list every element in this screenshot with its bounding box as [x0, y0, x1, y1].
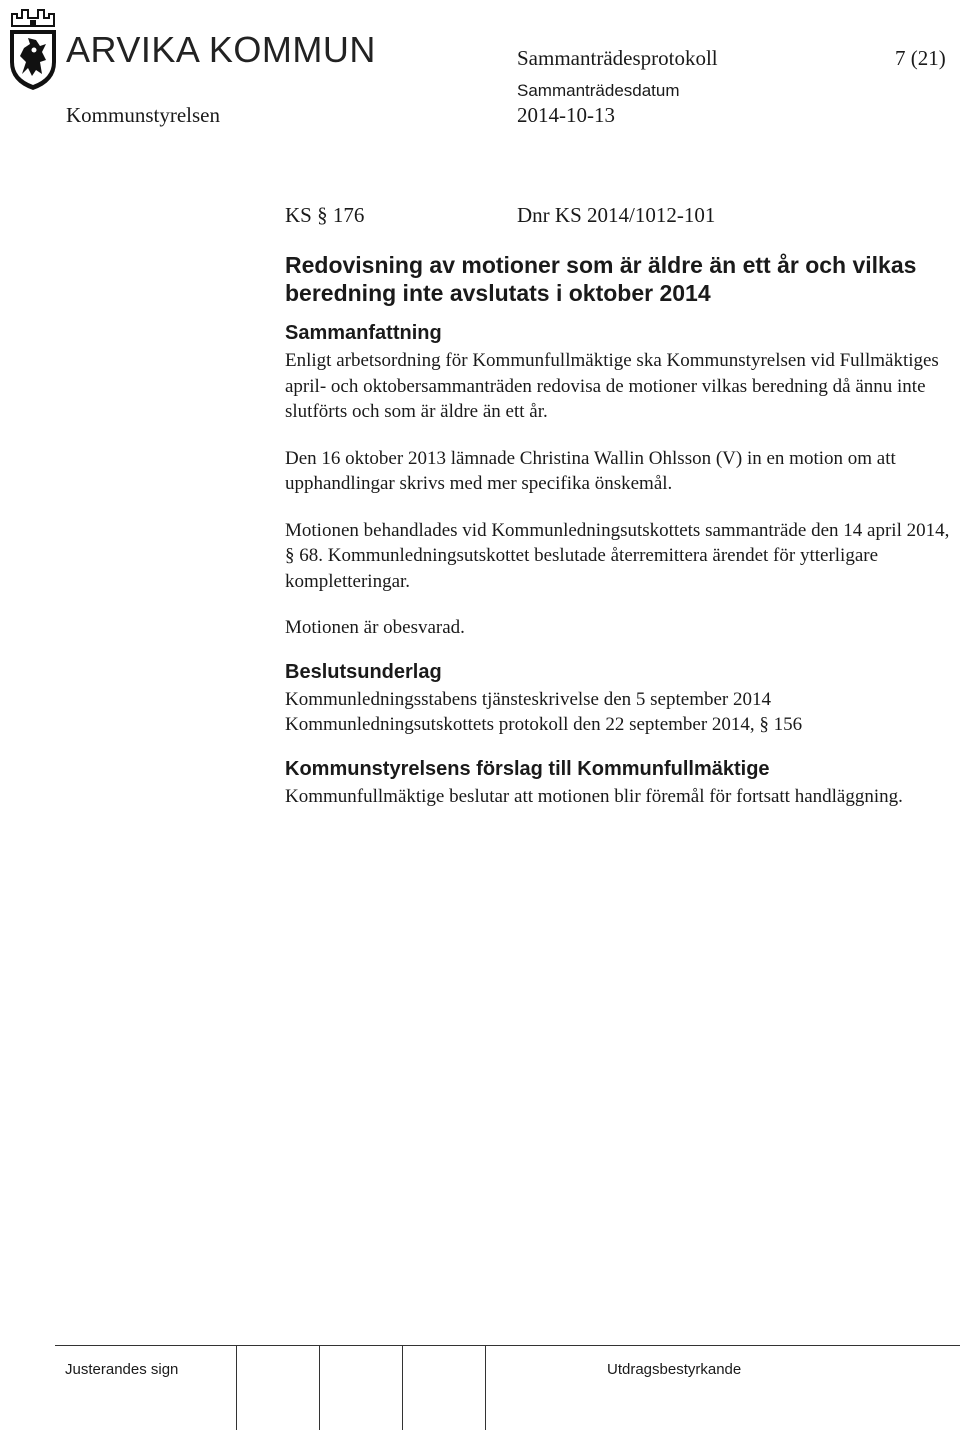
decision-basis-heading: Beslutsunderlag: [285, 660, 442, 683]
proposal-heading: Kommunstyrelsens förslag till Kommunfullmäktige: [285, 757, 770, 780]
summary-paragraph: Enligt arbetsordning för Kommunfullmäktige ska Kommunstyrelsen vid Fullmäktiges april- och oktobersammanträden redovisa de motioner vilkas beredning då ännu inte slutförts och som är äldre än ett år.: [285, 350, 939, 422]
registration-number: Dnr KS 2014/1012-101: [517, 203, 716, 227]
decision-basis-item: Kommunledningsstabens tjänsteskrivelse den 5 september 2014: [285, 688, 771, 710]
signature-divider: [402, 1345, 403, 1430]
signature-divider: [319, 1345, 320, 1430]
summary-paragraph: Motionen behandlades vid Kommunledningsutskottets sammanträde den 14 april 2014, § 68. Kommunledningsutskottet beslutade återremittera ärendet för ytterligare kompletteringar.: [285, 519, 950, 592]
signature-footer: [55, 1345, 960, 1430]
document-type: Sammanträdesprotokoll: [517, 46, 718, 70]
summary-paragraph: Den 16 oktober 2013 lämnade Christina Wallin Ohlsson (V) in en motion om att upphandlingar skrivs med mer specifika önskemål.: [285, 447, 896, 494]
governing-body: Kommunstyrelsen: [66, 103, 220, 127]
signature-divider: [236, 1345, 237, 1430]
page-number: 7 (21): [895, 46, 946, 70]
meeting-date: 2014-10-13: [517, 103, 615, 127]
summary-heading: Sammanfattning: [285, 322, 442, 344]
adjuster-signature-label: Justerandes sign: [65, 1361, 179, 1378]
footer-top-rule: [55, 1345, 960, 1346]
proposal-text: Kommunfullmäktige beslutar att motionen blir föremål för fortsatt handläggning.: [285, 785, 903, 807]
case-paragraph-number: KS § 176: [285, 203, 365, 227]
case-title: Redovisning av motioner som är äldre än ett år och vilkas beredning inte avslutats i oktober 2014: [285, 252, 917, 306]
summary-paragraph: Motionen är obesvarad.: [285, 617, 465, 638]
signature-divider: [485, 1345, 486, 1430]
decision-basis-item: Kommunledningsutskottets protokoll den 22 september 2014, § 156: [285, 714, 803, 735]
extract-certification-label: Utdragsbestyrkande: [607, 1361, 742, 1378]
meeting-date-label: Sammanträdesdatum: [517, 81, 680, 100]
document-body: [285, 251, 955, 809]
municipal-crest-icon: [6, 4, 60, 92]
organization-name: ARVIKA KOMMUN: [66, 29, 376, 70]
